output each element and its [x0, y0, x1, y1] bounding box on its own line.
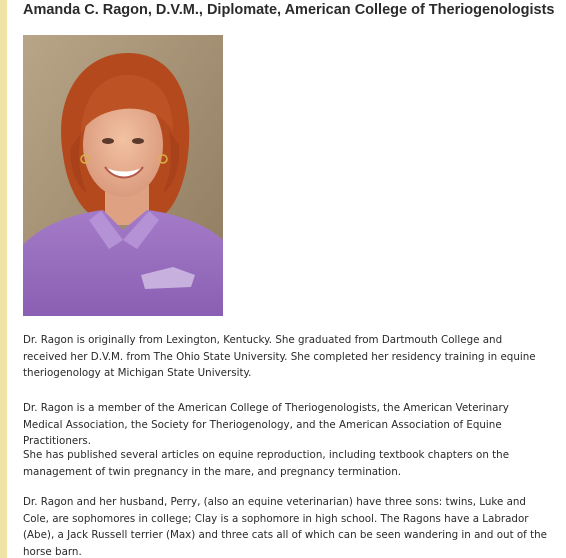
page-title: Amanda C. Ragon, D.V.M., Diplomate, American College of Theriogenologists [23, 2, 555, 18]
bio-paragraph-memberships: Dr. Ragon is a member of the American College of Theriogenologists, the American Veterinary Medical Association, the Society for Theriogenology, and the American Association of Equine Practitioners. [23, 402, 509, 447]
bio-paragraph-publications: She has published several articles on equine reproduction, including textbook chapters on the management of twin pregnancy in the mare, and pregnancy termination. [23, 449, 510, 478]
bio-paragraph-family: Dr. Ragon and her husband, Perry, (also an equine veterinarian) have three sons: twins, Luke and Cole, are sophomores in college; Clay is a sophomore in high school. The Ragons have a Labrador (Abe), a Jack Russell terrier (Max) and three cats all of which can be seen wandering in and out of the horse barn. [23, 496, 547, 558]
portrait-photo [23, 35, 223, 316]
bio-paragraph-education: Dr. Ragon is originally from Lexington, Kentucky. She graduated from Dartmouth College and received her D.V.M. from The Ohio State University. She completed her residency training in equine theriogenology at Michigan State University. [23, 334, 536, 379]
left-border-stripe [0, 0, 7, 558]
